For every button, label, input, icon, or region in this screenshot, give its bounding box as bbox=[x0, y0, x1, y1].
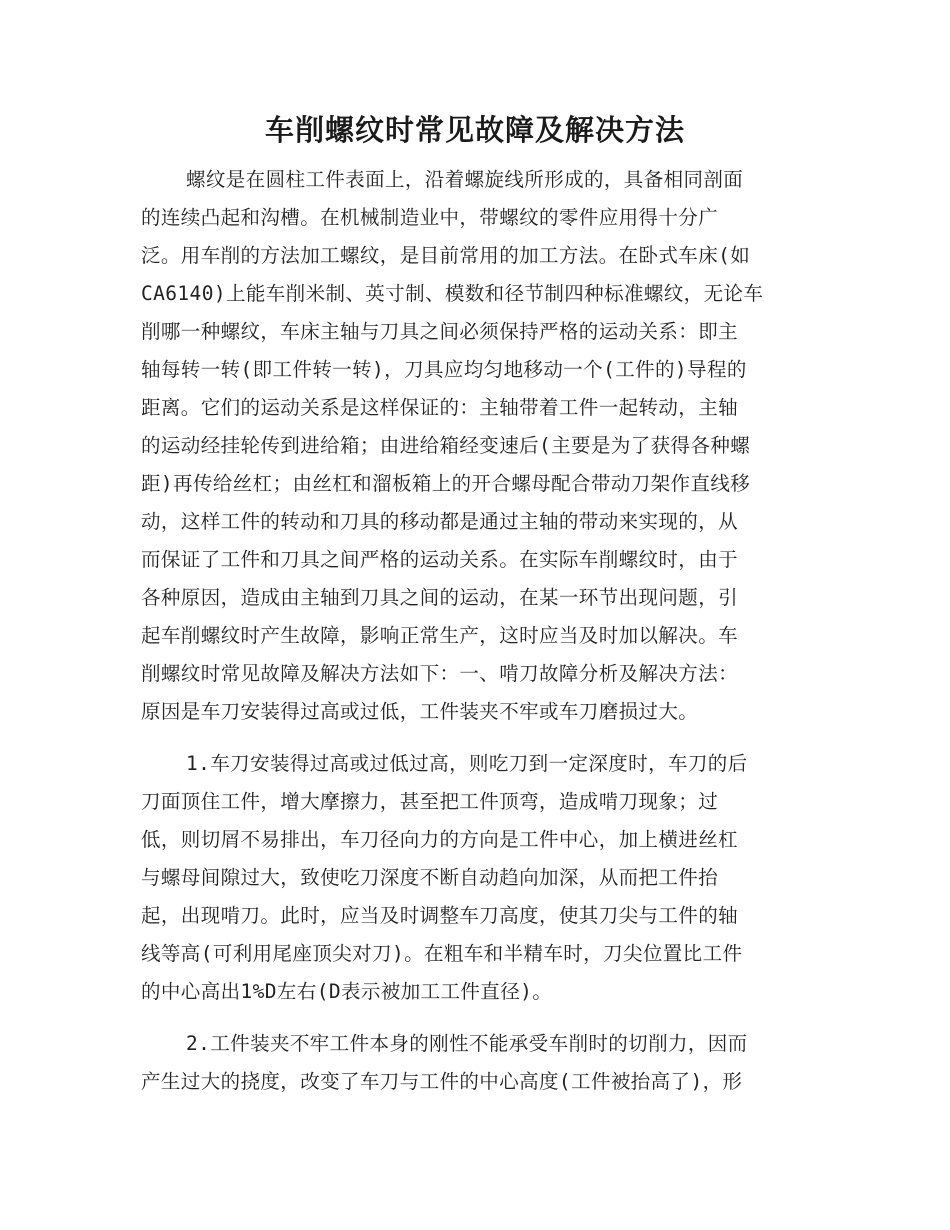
paragraph-line: 各种原因，造成由主轴到刀具之间的运动，在某一环节出现问题，引 bbox=[141, 586, 739, 609]
paragraph-line: 距离。它们的运动关系是这样保证的：主轴带着工件一起转动，主轴 bbox=[141, 396, 739, 419]
paragraph-line: 的中心高出1%D左右(D表示被加工工件直径)。 bbox=[141, 980, 553, 1003]
paragraph-line: 削螺纹时常见故障及解决方法如下：一、啃刀故障分析及解决方法： bbox=[141, 662, 739, 685]
paragraph-line: 起车削螺纹时产生故障，影响正常生产，这时应当及时加以解决。车 bbox=[141, 624, 739, 647]
paragraph-line: 而保证了工件和刀具之间严格的运动关系。在实际车削螺纹时，由于 bbox=[141, 548, 739, 571]
paragraph-line: CA6140)上能车削米制、英寸制、模数和径节制四种标准螺纹，无论车 bbox=[141, 282, 764, 305]
paragraph-line: 1.车刀安装得过高或过低过高，则吃刀到一定深度时，车刀的后 bbox=[186, 752, 748, 775]
paragraph-line: 距)再传给丝杠；由丝杠和溜板箱上的开合螺母配合带动刀架作直线移 bbox=[141, 472, 751, 495]
paragraph-line: 线等高(可利用尾座顶尖对刀)。在粗车和半精车时，刀尖位置比工件 bbox=[141, 942, 743, 965]
paragraph-line: 轴每转一转(即工件转一转)，刀具应均匀地移动一个(工件的)导程的 bbox=[141, 358, 747, 381]
paragraph-line: 2.工件装夹不牢工件本身的刚性不能承受车削时的切削力，因而 bbox=[186, 1032, 748, 1055]
paragraph-line: 螺纹是在圆柱工件表面上，沿着螺旋线所形成的，具备相同剖面 bbox=[186, 168, 744, 191]
paragraph-line: 泛。用车削的方法加工螺纹，是目前常用的加工方法。在卧式车床(如 bbox=[141, 244, 751, 267]
paragraph-line: 刀面顶住工件，增大摩擦力，甚至把工件顶弯，造成啃刀现象；过 bbox=[141, 790, 719, 813]
paragraph-line: 原因是车刀安装得过高或过低，工件装夹不牢或车刀磨损过大。 bbox=[141, 700, 699, 723]
paragraph-line: 削哪一种螺纹，车床主轴与刀具之间必须保持严格的运动关系：即主 bbox=[141, 320, 739, 343]
paragraph-line: 与螺母间隙过大，致使吃刀深度不断自动趋向加深，从而把工件抬 bbox=[141, 866, 719, 889]
paragraph-line: 起，出现啃刀。此时，应当及时调整车刀高度，使其刀尖与工件的轴 bbox=[141, 904, 739, 927]
paragraph-line: 动，这样工件的转动和刀具的移动都是通过主轴的带动来实现的，从 bbox=[141, 510, 739, 533]
paragraph-line: 低，则切屑不易排出，车刀径向力的方向是工件中心，加上横进丝杠 bbox=[141, 828, 739, 851]
paragraph-line: 的运动经挂轮传到进给箱；由进给箱经变速后(主要是为了获得各种螺 bbox=[141, 434, 751, 457]
paragraph-line: 的连续凸起和沟槽。在机械制造业中，带螺纹的零件应用得十分广 bbox=[141, 206, 719, 229]
document-title: 车削螺纹时常见故障及解决方法 bbox=[264, 113, 685, 147]
paragraph-line: 产生过大的挠度，改变了车刀与工件的中心高度(工件被抬高了)，形 bbox=[141, 1070, 743, 1093]
